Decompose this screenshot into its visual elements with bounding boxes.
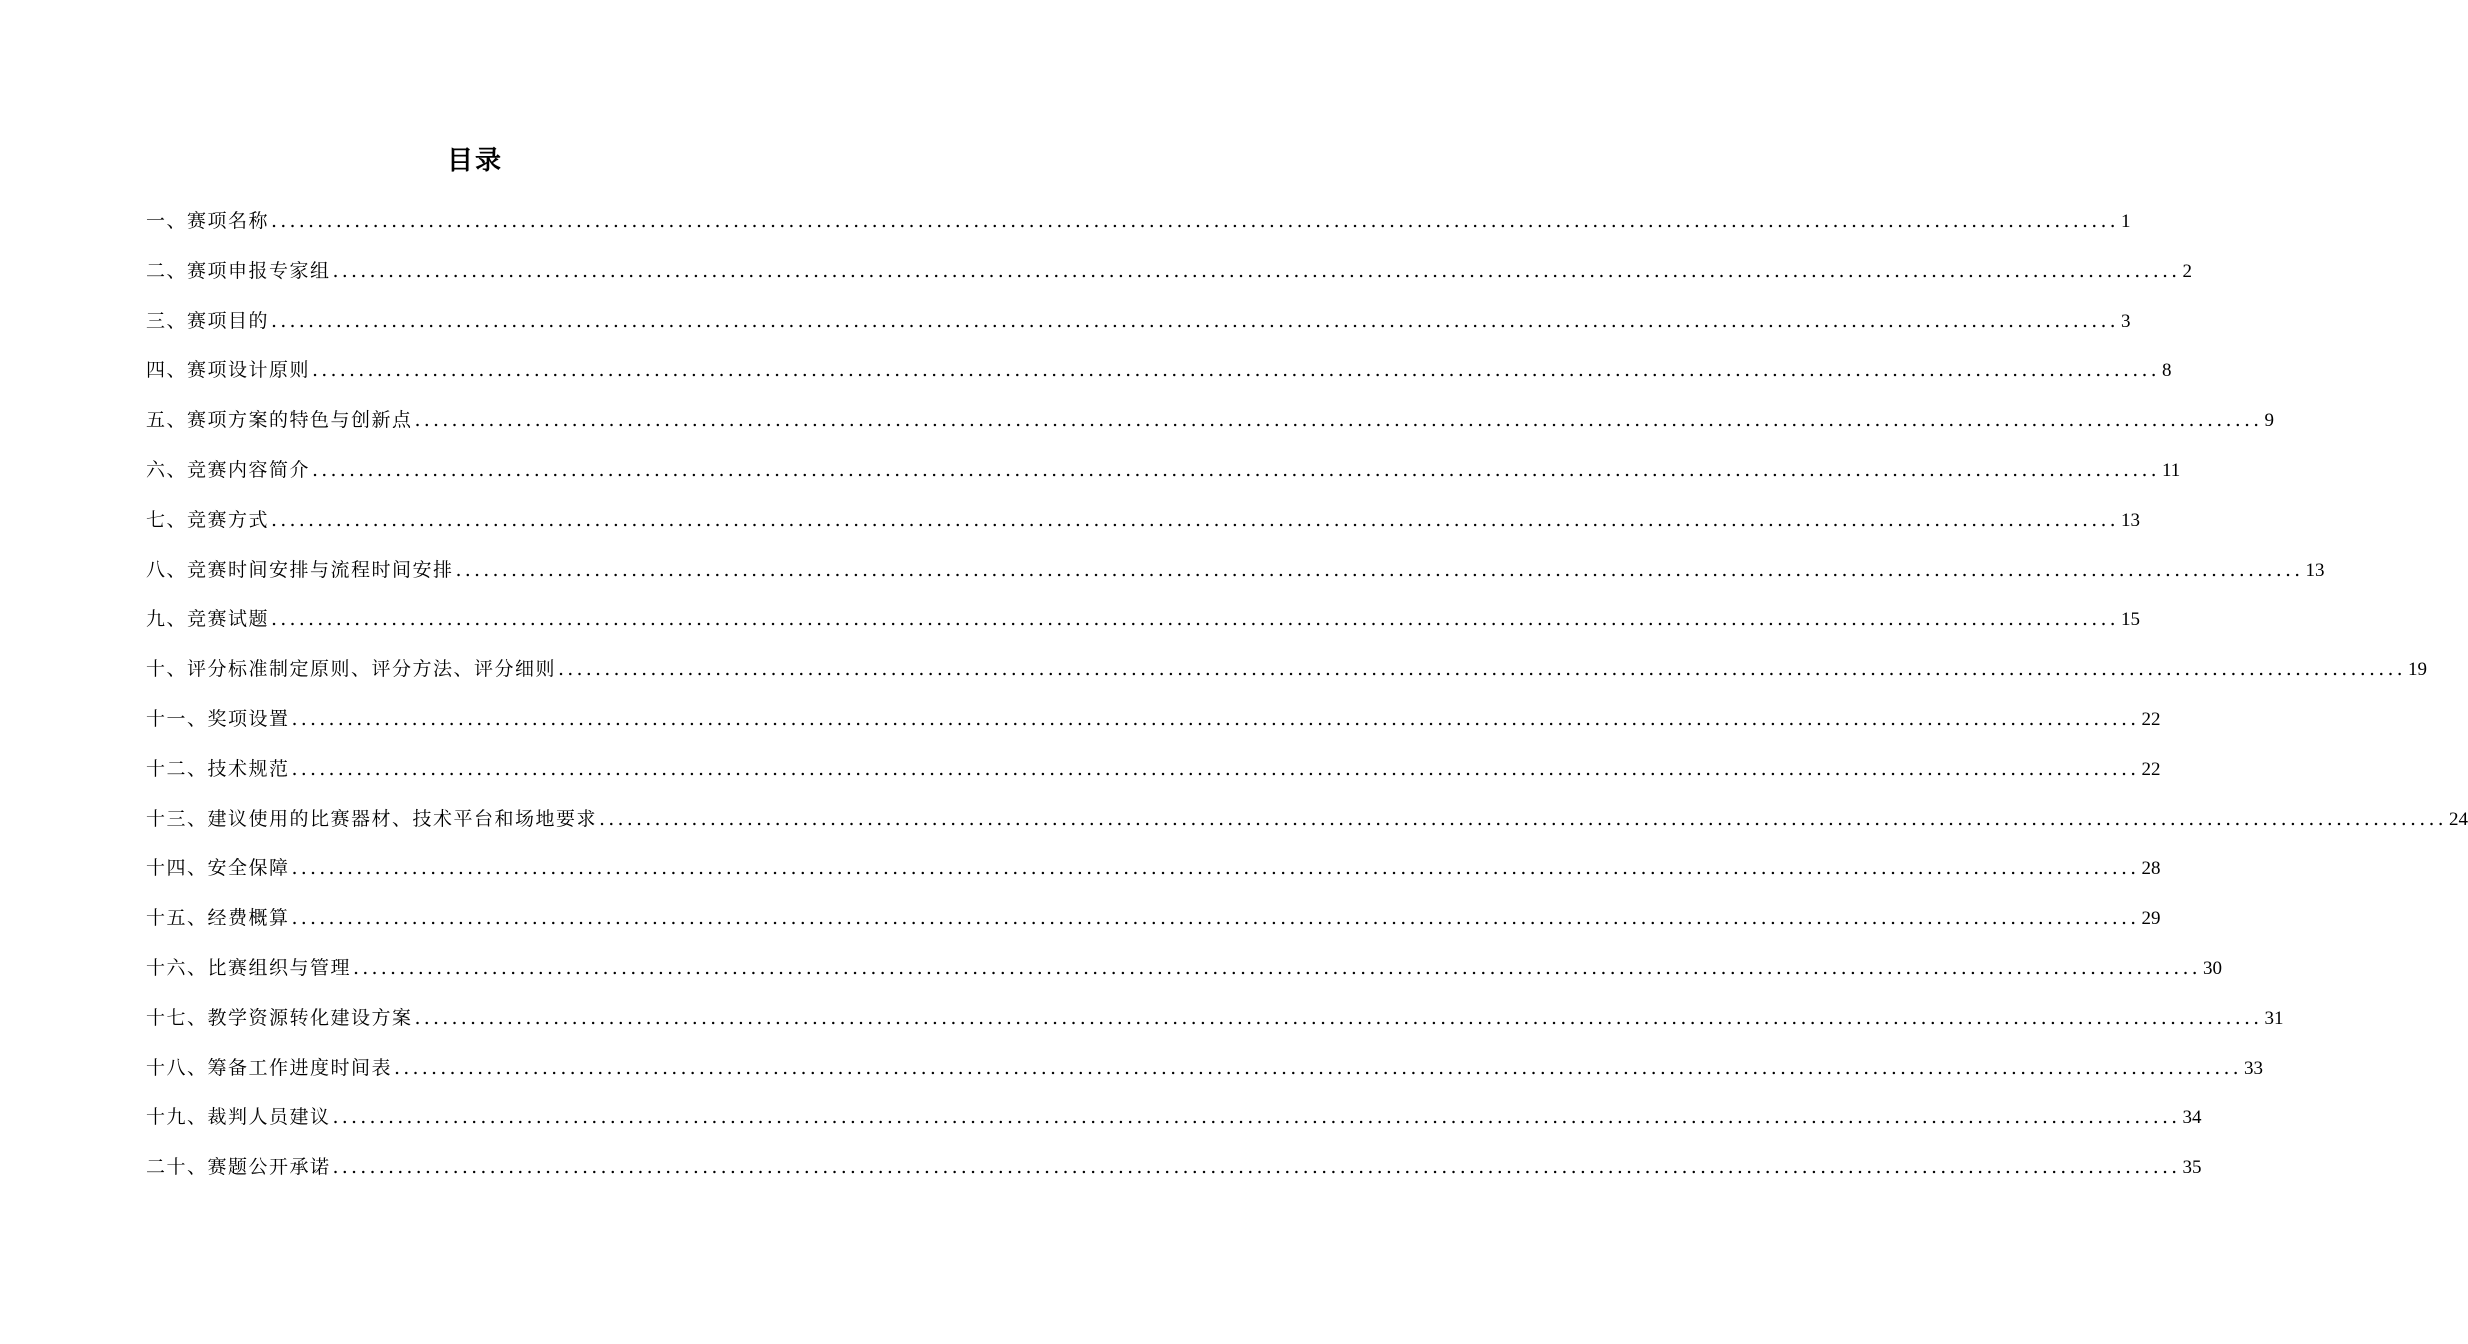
- toc-entry[interactable]: [146, 546, 2325, 596]
- toc-entry-label: 十四、安全保障: [146, 857, 290, 880]
- toc-entry-page-number: 8: [2161, 360, 2172, 382]
- toc-entry[interactable]: [146, 346, 2172, 396]
- toc-entry-page-number: 1: [2120, 211, 2131, 232]
- toc-entry-label: 十六、比赛组织与管理: [146, 956, 352, 979]
- toc-dot-leader: ........................................................................................................................................................................................................: [394, 1056, 2242, 1079]
- toc-entry-label: 六、竞赛内容简介: [146, 458, 311, 481]
- toc-entry[interactable]: [146, 695, 2161, 745]
- toc-entry[interactable]: [146, 197, 2131, 247]
- toc-dot-leader: ........................................................................................................................................................................................................: [271, 210, 2119, 232]
- toc-entry-label: 八、竞赛时间安排与流程时间安排: [146, 558, 454, 581]
- toc-entry-page-number: 22: [2141, 708, 2161, 730]
- toc-entry-page-number: 2: [2182, 260, 2192, 282]
- toc-entry-label: 四、赛项设计原则: [146, 359, 311, 382]
- toc-entry-page-number: 28: [2141, 858, 2161, 880]
- toc-entry-label: 一、赛项名称: [146, 210, 270, 232]
- toc-dot-leader: ........................................................................................................................................................................................................: [271, 309, 2119, 332]
- toc-dot-leader: ........................................................................................................................................................................................................: [312, 359, 2160, 382]
- toc-entry-page-number: 15: [2120, 609, 2140, 631]
- toc-entry-label: 十八、筹备工作进度时间表: [146, 1056, 393, 1079]
- toc-dot-leader: ........................................................................................................................................................................................................: [332, 1156, 2181, 1179]
- toc-dot-leader: ........................................................................................................................................................................................................: [332, 259, 2181, 282]
- toc-entry-label: 十、评分标准制定原则、评分方法、评分细则: [146, 658, 557, 681]
- toc-entry[interactable]: [146, 844, 2161, 894]
- toc-entry-label: 十五、经费概算: [146, 907, 290, 930]
- toc-entry-page-number: 13: [2305, 559, 2325, 581]
- toc-entry[interactable]: [146, 496, 2140, 546]
- toc-dot-leader: ........................................................................................................................................................................................................: [271, 608, 2119, 631]
- toc-entry-page-number: 33: [2243, 1057, 2263, 1079]
- toc-entry-page-number: 31: [2264, 1007, 2284, 1029]
- toc-entry-page-number: 30: [2202, 957, 2222, 979]
- toc-list: [146, 197, 2468, 1193]
- toc-entry-page-number: 13: [2120, 509, 2140, 531]
- toc-entry[interactable]: [146, 645, 2427, 695]
- toc-entry[interactable]: [146, 1093, 2202, 1143]
- toc-entry-label: 二、赛项申报专家组: [146, 259, 331, 282]
- toc-entry[interactable]: [146, 396, 2274, 446]
- toc-entry-page-number: 24: [2448, 808, 2468, 830]
- toc-dot-leader: ........................................................................................................................................................................................................: [414, 1006, 2263, 1029]
- toc-entry[interactable]: [146, 297, 2131, 347]
- toc-entry-label: 十二、技术规范: [146, 757, 290, 780]
- toc-entry-page-number: 29: [2141, 908, 2161, 930]
- toc-entry-page-number: 9: [2264, 410, 2274, 432]
- toc-entry[interactable]: [146, 595, 2140, 645]
- toc-entry[interactable]: [146, 1143, 2202, 1193]
- toc-entry-page-number: 3: [2120, 310, 2131, 332]
- toc-entry-page-number: 35: [2182, 1157, 2202, 1179]
- toc-entry-page-number: 11: [2161, 459, 2181, 481]
- toc-entry-label: 七、竞赛方式: [146, 508, 270, 531]
- toc-entry-label: 十九、裁判人员建议: [146, 1106, 331, 1129]
- toc-dot-leader: ........................................................................................................................................................................................................: [558, 658, 2406, 681]
- toc-dot-leader: ........................................................................................................................................................................................................: [353, 956, 2201, 979]
- toc-entry[interactable]: [146, 446, 2181, 496]
- toc-dot-leader: ........................................................................................................................................................................................................: [332, 1106, 2181, 1129]
- toc-entry-label: 十七、教学资源转化建设方案: [146, 1006, 413, 1029]
- toc-dot-leader: ........................................................................................................................................................................................................: [599, 807, 2447, 830]
- toc-dot-leader: ........................................................................................................................................................................................................: [291, 907, 2140, 930]
- toc-dot-leader: ........................................................................................................................................................................................................: [291, 857, 2140, 880]
- toc-dot-leader: ........................................................................................................................................................................................................: [312, 458, 2160, 481]
- toc-entry[interactable]: [146, 894, 2161, 944]
- toc-entry[interactable]: [146, 944, 2222, 994]
- toc-dot-leader: ........................................................................................................................................................................................................: [414, 409, 2263, 432]
- toc-entry[interactable]: [146, 795, 2468, 845]
- toc-entry-label: 五、赛项方案的特色与创新点: [146, 409, 413, 432]
- toc-entry[interactable]: [146, 247, 2192, 297]
- toc-entry[interactable]: [146, 994, 2284, 1044]
- toc-dot-leader: ........................................................................................................................................................................................................: [291, 757, 2140, 780]
- toc-entry-label: 二十、赛题公开承诺: [146, 1156, 331, 1179]
- page-title: 目录: [446, 146, 503, 176]
- toc-entry-page-number: 19: [2407, 659, 2427, 681]
- toc-entry-label: 十三、建议使用的比赛器材、技术平台和场地要求: [146, 807, 598, 830]
- toc-entry-page-number: 34: [2182, 1107, 2202, 1129]
- toc-entry-label: 九、竞赛试题: [146, 608, 270, 631]
- toc-entry-label: 十一、奖项设置: [146, 707, 290, 730]
- toc-entry-label: 三、赛项目的: [146, 309, 270, 332]
- toc-dot-leader: ........................................................................................................................................................................................................: [455, 558, 2304, 581]
- toc-entry[interactable]: [146, 745, 2161, 795]
- toc-dot-leader: ........................................................................................................................................................................................................: [271, 508, 2119, 531]
- toc-entry-page-number: 22: [2141, 758, 2161, 780]
- toc-entry[interactable]: [146, 1044, 2263, 1094]
- toc-dot-leader: ........................................................................................................................................................................................................: [291, 707, 2140, 730]
